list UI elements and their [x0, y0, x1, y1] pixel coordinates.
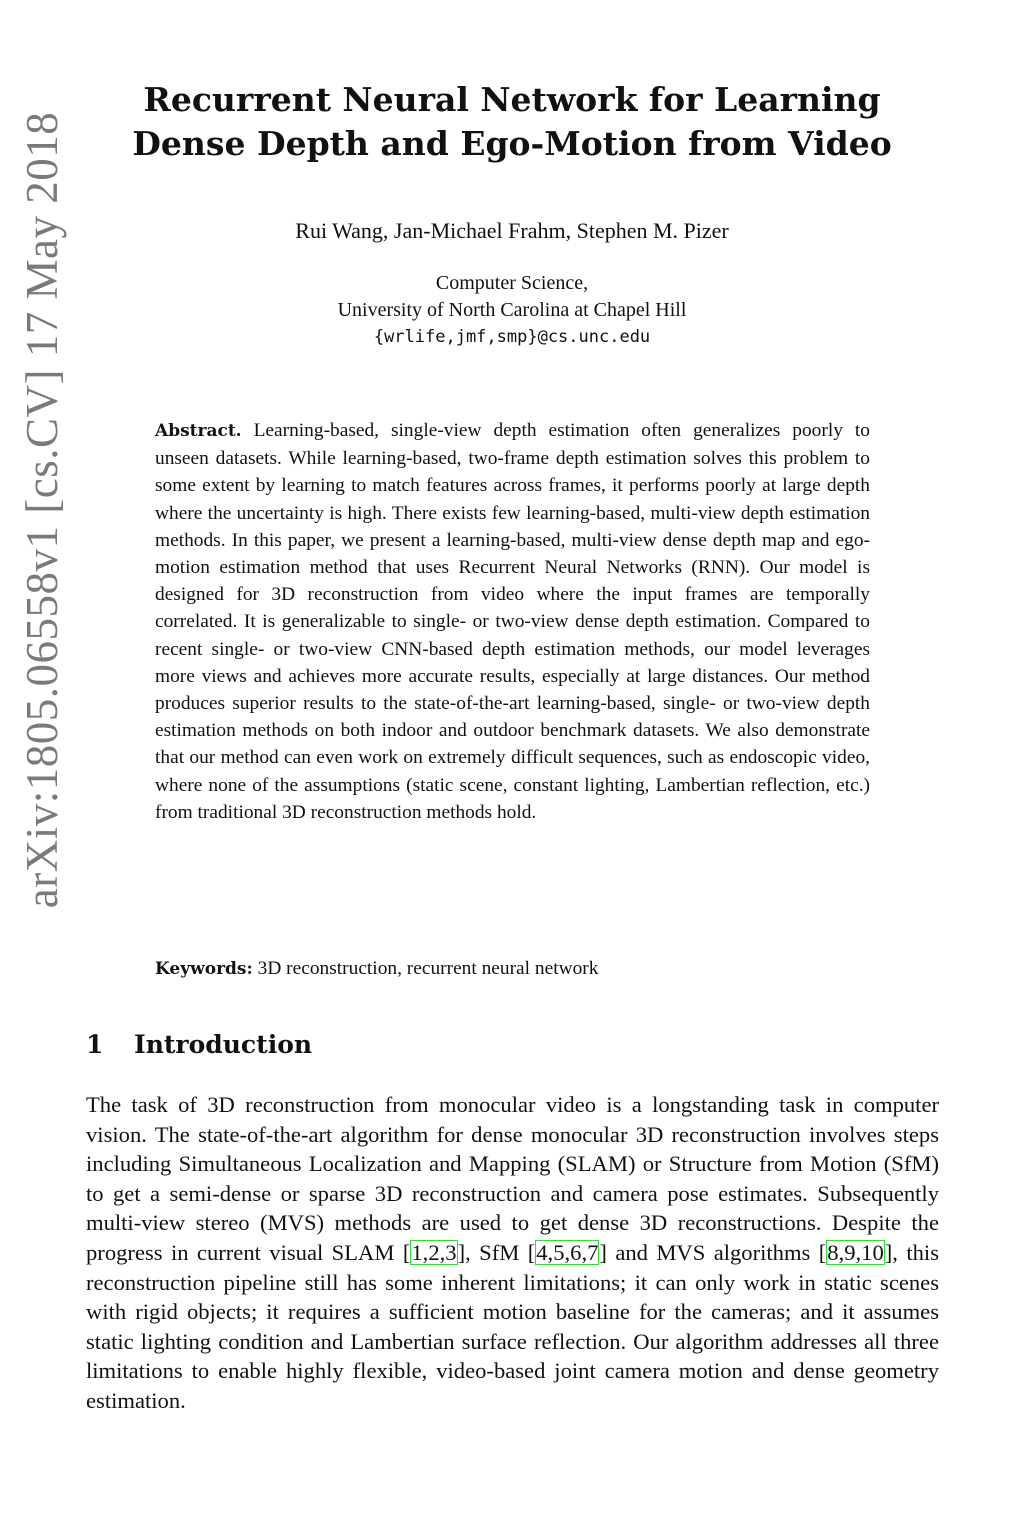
author-email: {wrlife,jmf,smp}@cs.unc.edu [373, 327, 651, 347]
intro-paragraph: The task of 3D reconstruction from monocular video is a longstanding task in computer vision. The state-of-the-art algorithm for dense monocular 3D reconstruction involves steps including Simultaneous Localization and Mapping (SLAM) or Structure from Motion (SfM) to get a semi-dense or sparse 3D reconstruction and camera pose estimates. Subsequently multi-view stereo (MVS) methods are used to get dense 3D reconstructions. Despite the progress in current visual SLAM [1,2,3], SfM [4,5,6,7] and MVS algorithms [8,9,10], this reconstruction pipeline still has some inherent limitations; it can only work in static scenes with rigid objects; it requires a sufficient motion baseline for the cameras; and it assumes static lighting condition and Lambertian surface reflection. Our algorithm addresses all three limitations to enable highly flexible, video-based joint camera motion and dense geometry estimation. [86, 1092, 939, 1413]
section-title: Introduction [134, 1030, 313, 1059]
citation-link[interactable]: 8,9,10 [827, 1239, 884, 1265]
university: University of North Carolina at Chapel Hill [337, 299, 687, 321]
abstract [155, 417, 870, 826]
keywords [155, 958, 870, 980]
intro-text-1: The task of 3D reconstruction from monocular video is a longstanding task in computer vision. The state-of-the-art algorithm for dense monocular 3D reconstruction involves steps including Simultaneous Localization and Mapping (SLAM) or Structure from Motion (SfM) to get a semi-dense or sparse 3D reconstruction and camera pose estimates. Subsequently multi-view stereo (MVS) methods are used to get dense 3D reconstructions. Despite the progress in current visual SLAM [86, 1092, 939, 1265]
paper-title: Recurrent Neural Network for Learning Dense Depth and Ego-Motion from Video [132, 80, 892, 163]
intro-text-4: , this reconstruction pipeline still has some inherent limitations; it can only work in static scenes with rigid objects; it requires a sufficient motion baseline for the cameras; and it assumes static lighting condition and Lambertian surface reflection. Our algorithm addresses all three limitations to enable highly flexible, video-based joint camera motion and dense geometry estimation. [86, 1239, 939, 1413]
keywords-text: 3D reconstruction, recurrent neural network [257, 958, 599, 979]
affiliation-block [90, 270, 934, 351]
intro-text-3: and MVS algorithms [606, 1239, 819, 1265]
department: Computer Science, [435, 272, 589, 294]
abstract-label: Abstract. [155, 421, 242, 441]
author-list: Rui Wang, Jan-Michael Frahm, Stephen M. Pizer [295, 218, 729, 243]
citation-link[interactable]: 1,2,3 [411, 1239, 457, 1265]
citation-link[interactable]: 4,5,6,7 [536, 1239, 599, 1265]
intro-text-2: , SfM [465, 1239, 528, 1265]
keywords-label: Keywords: [155, 959, 253, 979]
section-heading [86, 1030, 312, 1059]
abstract-text: Learning-based, single-view depth estimation often generalizes poorly to unseen datasets. While learning-based, two-frame depth estimation solves this problem to some extent by learning to match features across frames, it performs poorly at large depth where the uncertainty is high. There exists few learning-based, multi-view depth estimation methods. In this paper, we present a learning-based, multi-view dense depth map and ego-motion estimation method that uses Recurrent Neural Networks (RNN). Our model is designed for 3D reconstruction from video where the input frames are temporally correlated. It is generalizable to single- or two-view dense depth estimation. Compared to recent single- or two-view CNN-based depth estimation methods, our model leverages more views and achieves more accurate results, especially at large distances. Our method produces superior results to the state-of-the-art learning-based, single- or two-view depth estimation methods on both indoor and outdoor benchmark datasets. We also demonstrate that our method can even work on extremely difficult sequences, such as endoscopic video, where none of the assumptions (static scene, constant lighting, Lambertian reflection, etc.) from traditional 3D reconstruction methods hold. [155, 420, 870, 823]
section-number: 1 [86, 1030, 104, 1059]
arxiv-identifier: arXiv:1805.06558v1 [cs.CV] 17 May 2018 [17, 111, 67, 909]
